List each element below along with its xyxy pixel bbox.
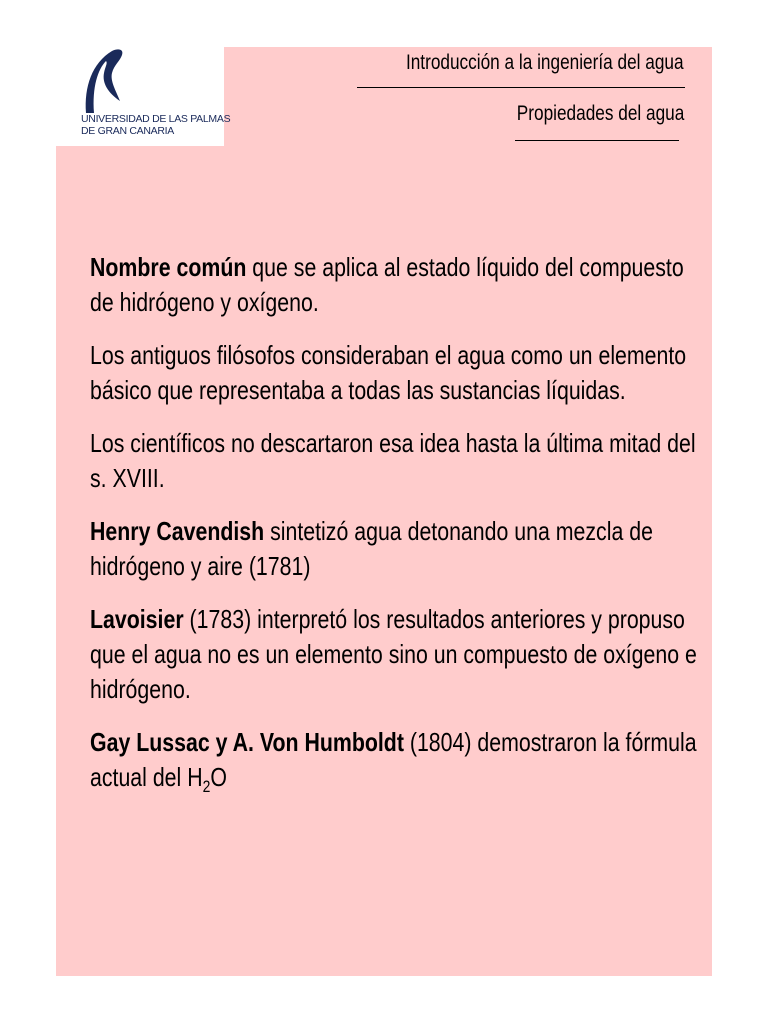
- paragraph-gay-lussac: [90, 725, 705, 795]
- ulpgc-emblem-icon: [78, 47, 128, 117]
- university-name-line1: UNIVERSIDAD DE LAS PALMAS: [81, 113, 231, 125]
- university-logo: [56, 47, 231, 146]
- paragraph-text: Los científicos no descartaron esa idea hasta la última mitad del s. XVIII.: [90, 428, 696, 493]
- paragraph-bold: Gay Lussac y A. Von Humboldt: [90, 727, 404, 757]
- slide-content: [90, 250, 705, 813]
- topic-title: Propiedades del agua: [516, 102, 684, 125]
- topic-title-underline: [515, 140, 679, 141]
- paragraph-lavoisier: [90, 602, 705, 707]
- paragraph-bold: Henry Cavendish: [90, 516, 265, 546]
- paragraph-text: que se aplica al estado líquido del compuesto de hidrógeno y oxígeno.: [90, 252, 684, 317]
- paragraph-definition: [90, 250, 705, 320]
- subscript-two: 2: [202, 777, 211, 796]
- course-title: Introducción a la ingeniería del agua: [406, 51, 684, 74]
- paragraph-text: Los antiguos filósofos consideraban el agua como un elemento básico que representaba a todas las sustancias líquidas.: [90, 340, 687, 405]
- paragraph-text: (1804) demostraron la fórmula actual del H: [90, 727, 697, 792]
- formula-tail: O: [210, 762, 227, 792]
- paragraph-text: sintetizó agua detonando una mezcla de hidrógeno y aire (1781): [90, 516, 653, 581]
- paragraph-text: (1783) interpretó los resultados anteriores y propuso que el agua no es un elemento sino un compuesto de oxígeno e hidrógeno.: [90, 604, 697, 704]
- paragraph-bold: Nombre común: [90, 252, 247, 282]
- paragraph-philosophers: [90, 338, 705, 408]
- paragraph-cavendish: [90, 514, 705, 584]
- university-name: [81, 113, 230, 137]
- paragraph-bold: Lavoisier: [90, 604, 184, 634]
- university-name-line2: DE GRAN CANARIA: [81, 125, 174, 137]
- paragraph-scientists: [90, 426, 705, 496]
- course-title-underline: [357, 87, 685, 88]
